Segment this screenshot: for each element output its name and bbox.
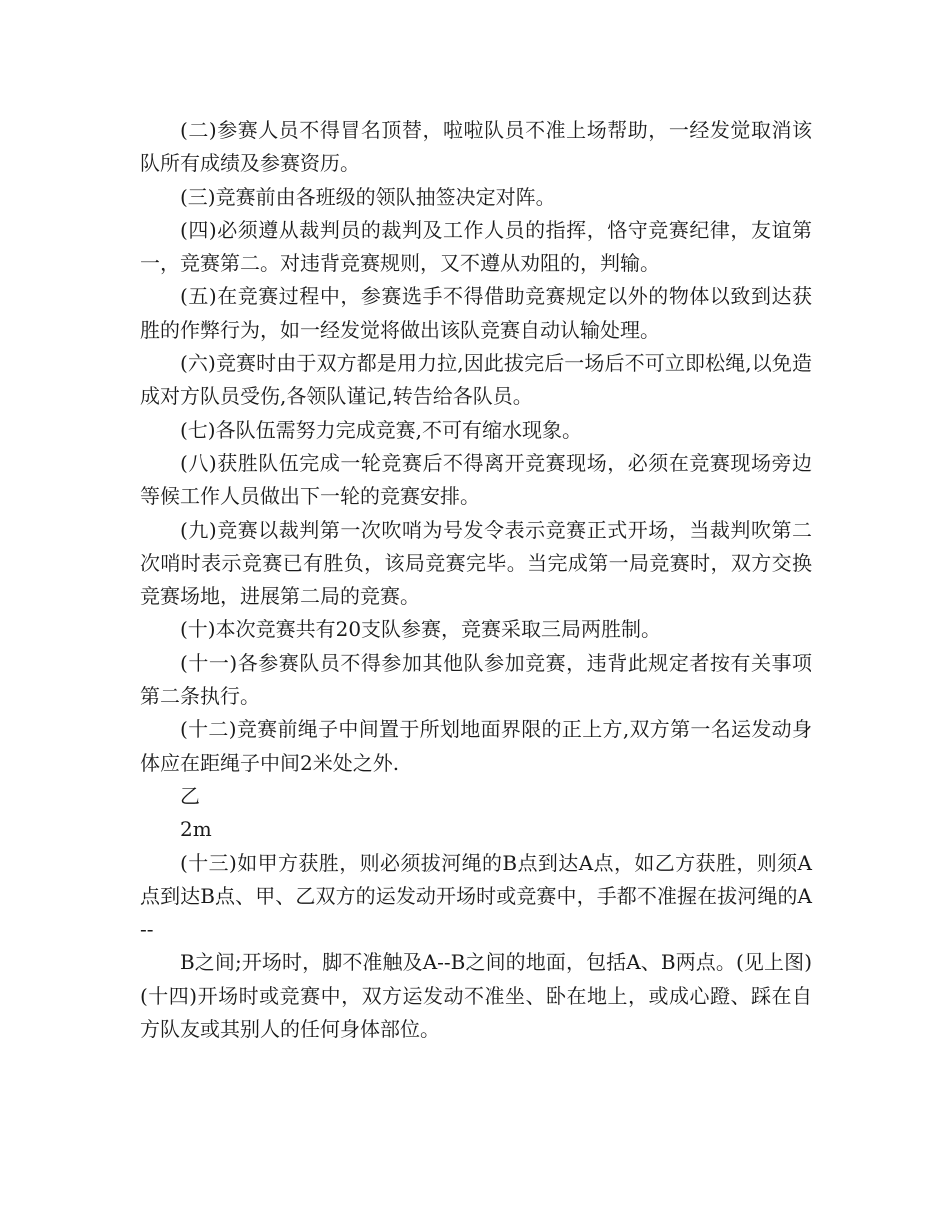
paragraph-rule-8: (八)获胜队伍完成一轮竞赛后不得离开竞赛现场，必须在竞赛现场旁边等候工作人员做出下一轮的竞赛安排。: [140, 450, 812, 509]
paragraph-rule-9: (九)竞赛以裁判第一次吹哨为号发令表示竞赛正式开场，当裁判吹第二次哨时表示竞赛已有胜负，该局竞赛完毕。当完成第一局竞赛时，双方交换竞赛场地，进展第二局的竞赛。: [140, 517, 812, 609]
document-body: [140, 114, 812, 1046]
paragraph-rule-3: (三)竞赛前由各班级的领队抽签决定对阵。: [180, 184, 556, 209]
paragraph-rule-7: (七)各队伍需努力完成竞赛,不可有缩水现象。: [180, 417, 582, 442]
paragraph-rule-13-cont: B之间;开场时，脚不准触及A--B之间的地面，包括A、B两点。(见上图)(十四)开场时或竞赛中，双方运发动不准坐、卧在地上，或成心蹬、踩在自方队友或其别人的任何身体部位。: [140, 950, 812, 1042]
paragraph-rule-11: (十一)各参赛队员不得参加其他队参加竞赛，违背此规定者按有关事项第二条执行。: [140, 650, 812, 709]
paragraph-rule-4: (四)必须遵从裁判员的裁判及工作人员的指挥，恪守竞赛纪律，友谊第一，竞赛第二。对违背竞赛规则，又不遵从劝阻的，判输。: [140, 217, 812, 276]
paragraph-rule-5: (五)在竞赛过程中，参赛选手不得借助竞赛规定以外的物体以致到达获胜的作弊行为，如一经发觉将做出该队竞赛自动认输处理。: [140, 284, 812, 342]
paragraph-rule-13: (十三)如甲方获胜，则必须拔河绳的B点到达A点，如乙方获胜，则须A点到达B点、甲、乙双方的运发动开场时或竞赛中，手都不准握在拔河绳的A--: [140, 850, 812, 942]
paragraph-rule-2: (二)参赛人员不得冒名顶替，啦啦队员不准上场帮助，一经发觉取消该队所有成绩及参赛资历。: [140, 118, 812, 176]
figure-label-2m: 2m: [180, 817, 212, 842]
paragraph-rule-10: (十)本次竞赛共有20支队参赛，竞赛采取三局两胜制。: [180, 617, 662, 642]
paragraph-rule-6: (六)竞赛时由于双方都是用力拉,因此拔完后一场后不可立即松绳,以免造成对方队员受伤,各领队谨记,转告给各队员。: [140, 351, 812, 409]
figure-label-yi: 乙: [180, 783, 200, 808]
paragraph-rule-12: (十二)竞赛前绳子中间置于所划地面界限的正上方,双方第一名运发动身体应在距绳子中间2米处之外.: [140, 717, 812, 775]
